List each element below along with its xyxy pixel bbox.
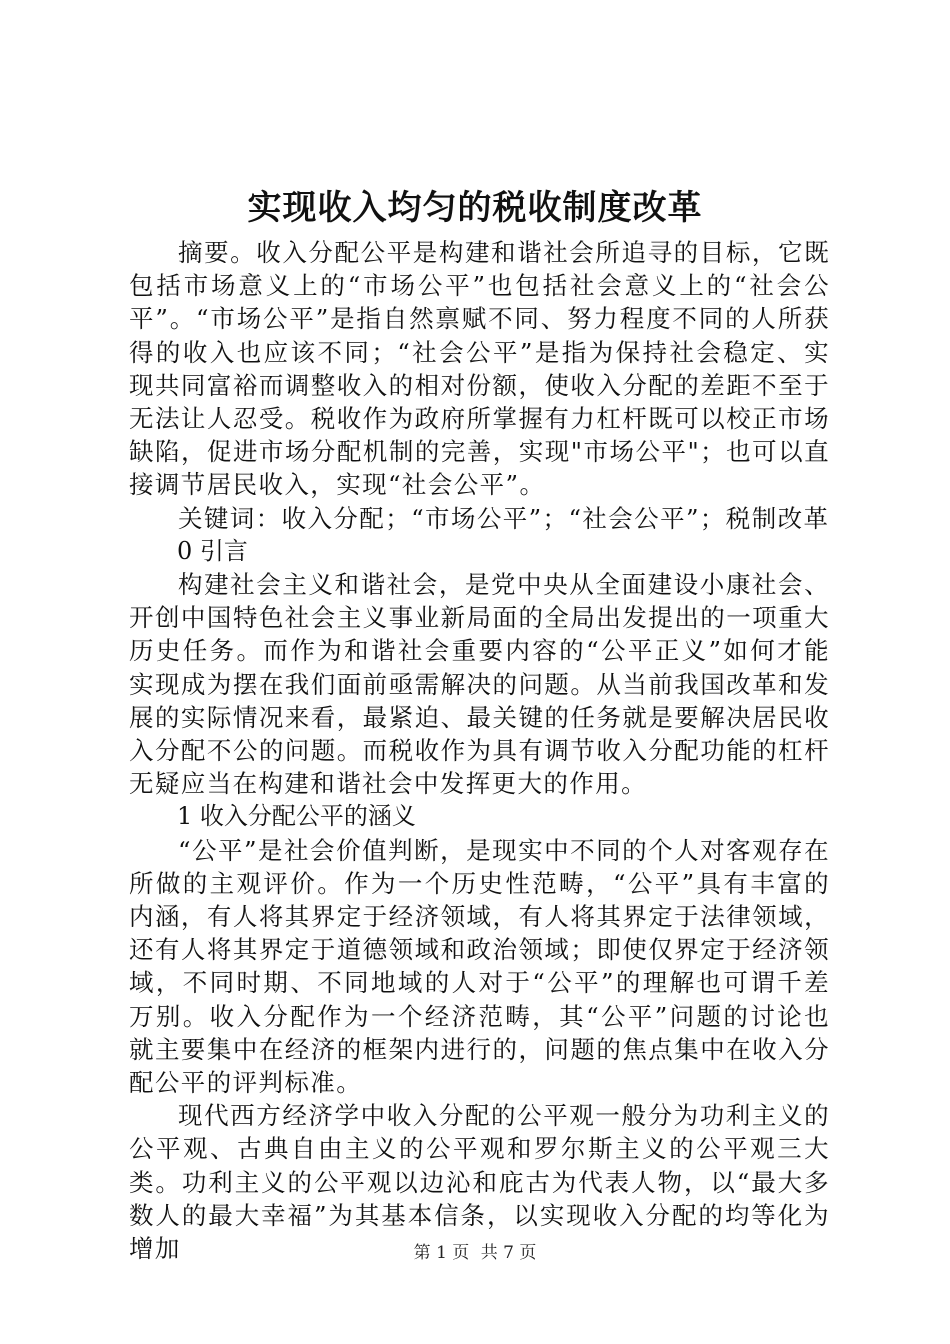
section-heading-introduction: 0 引言 [177, 536, 248, 565]
western-views-paragraph: 现代西方经济学中收入分配的公平观一般分为功利主义的公平观、古典自由主义的公平观和罗尔斯主义的公平观三大类。功利主义的公平观以边沁和庇古为代表人物，以“最大多数人的最大幸福”为其基本信条，以实现收入分配的均等化为增加 [129, 1101, 830, 1264]
page-footer [0, 1241, 950, 1265]
document-body [129, 236, 830, 1265]
page-total: 共 7 页 [480, 1243, 537, 1263]
page-number: 第 1 页 [413, 1243, 470, 1263]
keywords-paragraph: 关键词：收入分配；“市场公平”；“社会公平”；税制改革 [178, 503, 830, 533]
section-heading-fairness-meaning: 1 收入分配公平的涵义 [177, 802, 416, 831]
fairness-paragraph: “公平”是社会价值判断，是现实中不同的个人对客观存在所做的主观评价。作为一个历史性范畴，“公平”具有丰富的内涵，有人将其界定于经济领域，有人将其界定于法律领域，还有人将其界定于道德领域和政治领域；即使仅界定于经济领域，不同时期、不同地域的人对于“公平”的理解也可谓千差万别。收入分配作为一个经济范畴，其“公平”问题的讨论也就主要集中在经济的框架内进行的，问题的焦点集中在收入分配公平的评判标准。 [129, 835, 830, 1098]
introduction-paragraph: 构建社会主义和谐社会，是党中央从全面建设小康社会、开创中国特色社会主义事业新局面的全局出发提出的一项重大历史任务。而作为和谐社会重要内容的“公平正义”如何才能实现成为摆在我们面前亟需解决的问题。从当前我国改革和发展的实际情况来看，最紧迫、最关键的任务就是要解决居民收入分配不公的问题。而税收作为具有调节收入分配功能的杠杆无疑应当在构建和谐社会中发挥更大的作用。 [129, 570, 830, 799]
document-title: 实现收入均匀的税收制度改革 [247, 188, 703, 228]
abstract-paragraph: 摘要。收入分配公平是构建和谐社会所追寻的目标，它既包括市场意义上的“市场公平”也包括社会意义上的“社会公平”。“市场公平”是指自然禀赋不同、努力程度不同的人所获得的收入也应该不同；“社会公平”是指为保持社会稳定、实现共同富裕而调整收入的相对份额，使收入分配的差距不至于无法让人忍受。税收作为政府所掌握有力杠杆既可以校正市场缺陷，促进市场分配机制的完善，实现"市场公平"；也可以直接调节居民收入，实现“社会公平”。 [129, 238, 830, 500]
